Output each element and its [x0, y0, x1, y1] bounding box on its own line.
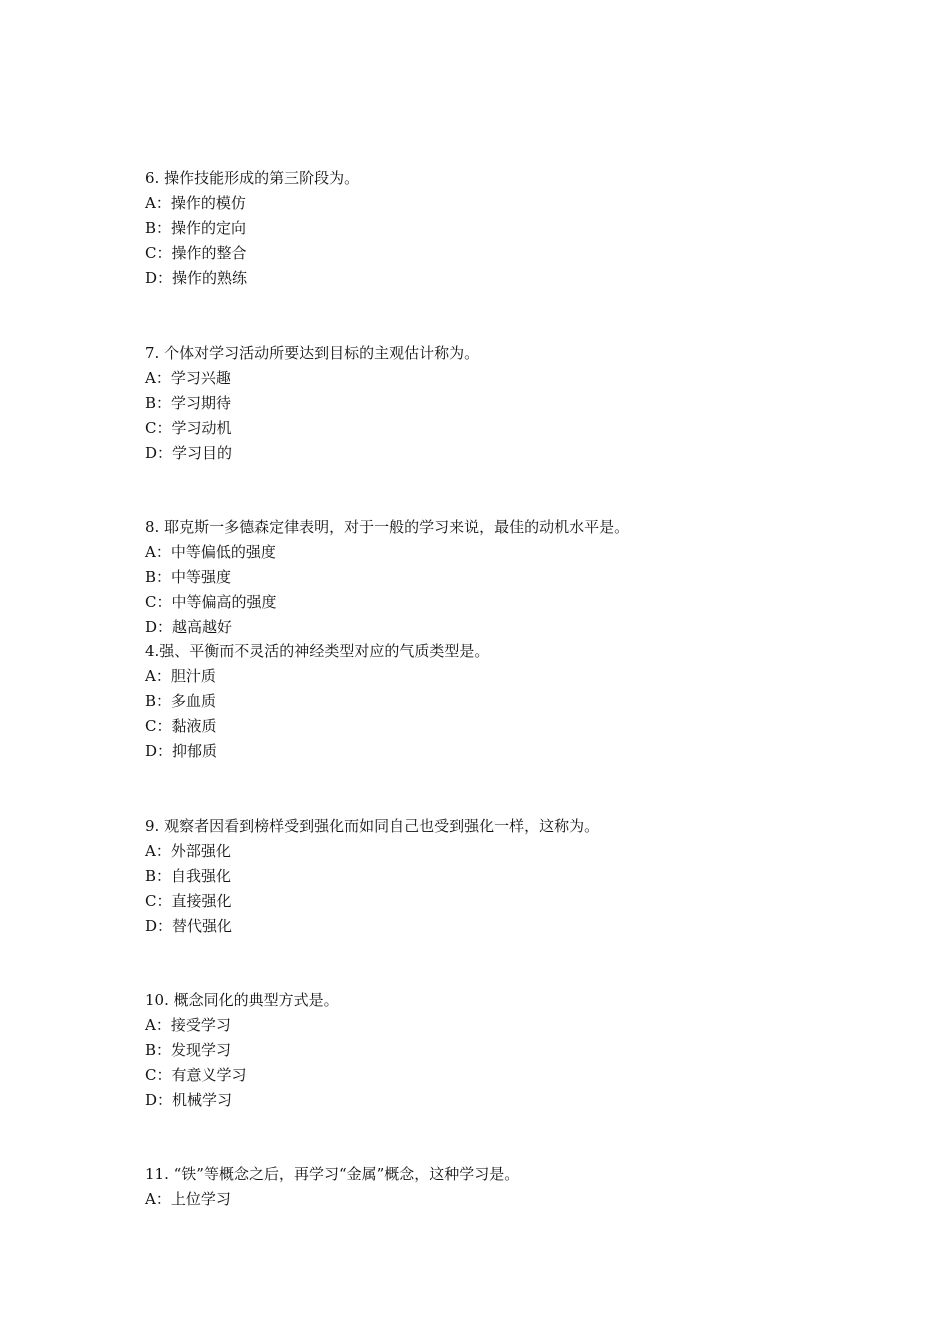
question-7-option-c: C：学习动机 — [145, 419, 232, 437]
question-9-option-a: A：外部强化 — [145, 842, 231, 860]
question-4-option-c: C：黏液质 — [145, 717, 217, 735]
question-10-stem: 10. 概念同化的典型方式是。 — [145, 991, 339, 1009]
question-6-stem: 6. 操作技能形成的第三阶段为。 — [145, 169, 360, 187]
question-4-option-a: A：胆汁质 — [145, 667, 216, 685]
question-7-stem: 7. 个体对学习活动所要达到目标的主观估计称为。 — [145, 344, 480, 362]
question-6-option-d: D：操作的熟练 — [145, 269, 248, 287]
question-9-option-b: B：自我强化 — [145, 867, 232, 885]
question-8-option-c: C：中等偏高的强度 — [145, 593, 277, 611]
question-8-stem: 8. 耶克斯一多德森定律表明，对于一般的学习来说，最佳的动机水平是。 — [145, 518, 630, 536]
question-10-option-d: D：机械学习 — [145, 1091, 233, 1109]
question-6-option-b: B：操作的定向 — [145, 219, 247, 237]
question-7-option-d: D：学习目的 — [145, 444, 233, 462]
question-11-stem: 11. “铁”等概念之后，再学习“金属”概念，这种学习是。 — [145, 1165, 520, 1183]
question-9-stem: 9. 观察者因看到榜样受到强化而如同自己也受到强化一样，这称为。 — [145, 817, 600, 835]
question-9-option-c: C：直接强化 — [145, 892, 232, 910]
question-9-option-d: D：替代强化 — [145, 917, 233, 935]
question-10-option-b: B：发现学习 — [145, 1041, 232, 1059]
question-7-option-b: B：学习期待 — [145, 394, 232, 412]
question-6-option-c: C：操作的整合 — [145, 244, 247, 262]
question-8-option-a: A：中等偏低的强度 — [145, 543, 276, 561]
question-11-option-a: A：上位学习 — [145, 1190, 231, 1208]
question-8-option-b: B：中等强度 — [145, 568, 232, 586]
question-6-option-a: A：操作的模仿 — [145, 194, 246, 212]
question-8-option-d: D：越高越好 — [145, 618, 233, 636]
question-10-option-c: C：有意义学习 — [145, 1066, 247, 1084]
question-4-stem: 4.强、平衡而不灵活的神经类型对应的气质类型是。 — [145, 642, 490, 660]
question-7-option-a: A：学习兴趣 — [145, 369, 231, 387]
question-4-option-b: B：多血质 — [145, 692, 217, 710]
question-4-option-d: D：抑郁质 — [145, 742, 218, 760]
question-10-option-a: A：接受学习 — [145, 1016, 231, 1034]
